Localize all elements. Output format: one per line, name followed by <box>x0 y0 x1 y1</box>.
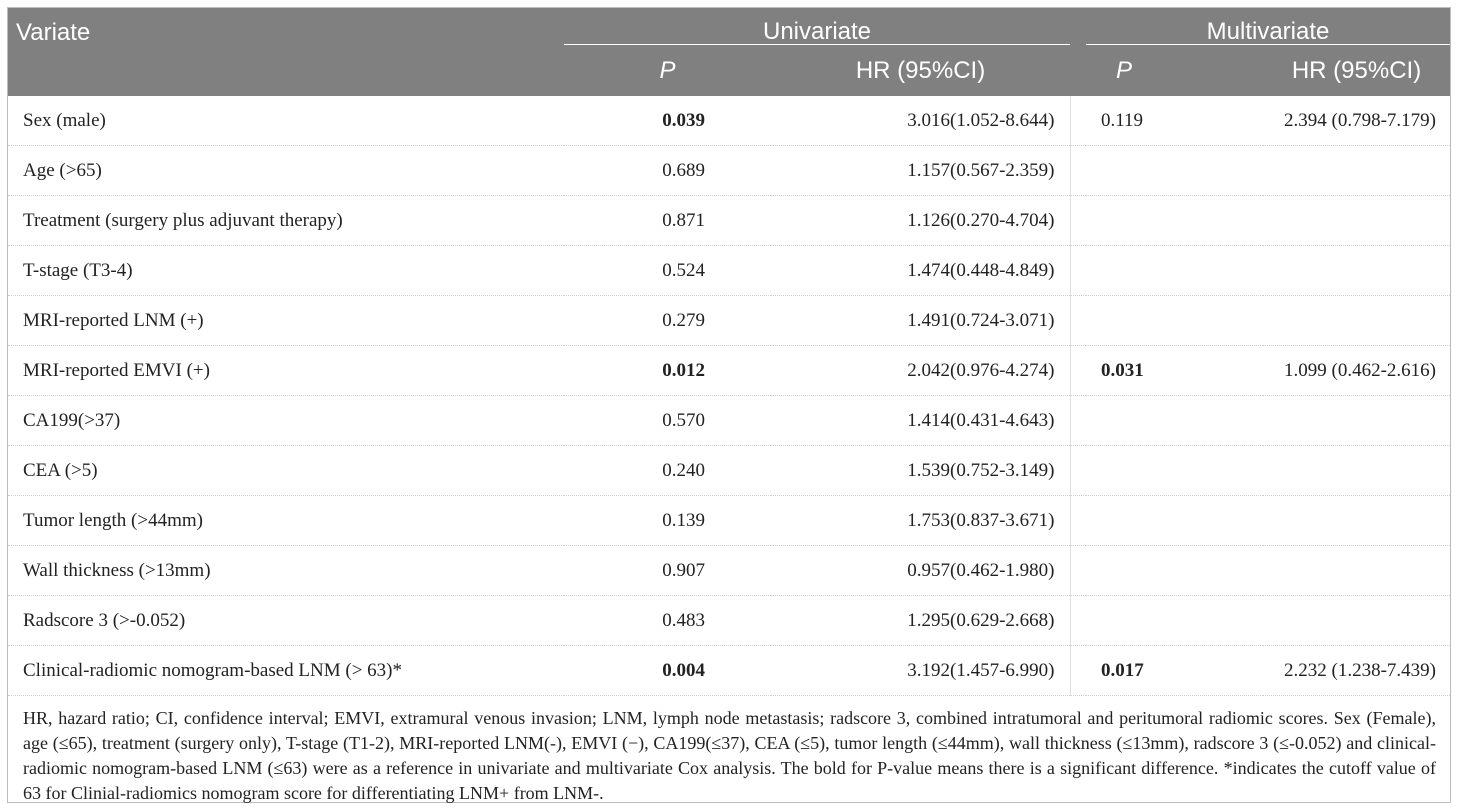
multivariate-hr-cell <box>1263 146 1450 196</box>
univariate-p-cell: 0.004 <box>564 646 771 696</box>
multivariate-p-cell: 0.017 <box>1086 646 1263 696</box>
multivariate-p-cell <box>1086 396 1263 446</box>
univariate-hr-cell: 2.042(0.976-4.274) <box>771 346 1070 396</box>
variate-header: Variate <box>16 18 91 46</box>
univariate-hr-cell: 1.753(0.837-3.671) <box>771 496 1070 546</box>
multivariate-p-cell <box>1086 296 1263 346</box>
univariate-hr-cell: 1.295(0.629-2.668) <box>771 596 1070 646</box>
table-row <box>8 446 1450 496</box>
multivariate-p-cell <box>1086 196 1263 246</box>
gap-cell <box>1070 446 1086 496</box>
multivariate-hr-cell <box>1263 446 1450 496</box>
gap-cell <box>1070 246 1086 296</box>
multivariate-hr-cell <box>1263 296 1450 346</box>
multivariate-hr-cell: 2.232 (1.238-7.439) <box>1263 646 1450 696</box>
table-header <box>8 8 1450 96</box>
table-row <box>8 396 1450 446</box>
univariate-hr-cell: 0.957(0.462-1.980) <box>771 546 1070 596</box>
multivariate-p-header: P <box>1116 56 1133 84</box>
gap-cell <box>1070 146 1086 196</box>
variate-cell: CEA (>5) <box>8 446 564 496</box>
multivariate-p-cell <box>1086 146 1263 196</box>
univariate-p-cell: 0.139 <box>564 496 771 546</box>
table-row <box>8 546 1450 596</box>
univariate-hr-cell: 3.016(1.052-8.644) <box>771 96 1070 146</box>
multivariate-hr-cell: 2.394 (0.798-7.179) <box>1263 96 1450 146</box>
variate-cell: CA199(>37) <box>8 396 564 446</box>
univariate-p-cell: 0.039 <box>564 96 771 146</box>
multivariate-p-cell <box>1086 446 1263 496</box>
univariate-p-cell: 0.524 <box>564 246 771 296</box>
multivariate-p-cell: 0.031 <box>1086 346 1263 396</box>
table-row <box>8 496 1450 546</box>
cox-regression-table <box>8 8 1450 696</box>
multivariate-hr-cell <box>1263 546 1450 596</box>
univariate-p-cell: 0.240 <box>564 446 771 496</box>
table-body <box>8 96 1450 696</box>
multivariate-p-cell <box>1086 596 1263 646</box>
univariate-p-cell: 0.483 <box>564 596 771 646</box>
variate-cell: MRI-reported EMVI (+) <box>8 346 564 396</box>
variate-cell: Age (>65) <box>8 146 564 196</box>
univariate-hr-cell: 1.539(0.752-3.149) <box>771 446 1070 496</box>
variate-cell: Tumor length (>44mm) <box>8 496 564 546</box>
gap-cell <box>1070 96 1086 146</box>
table-row <box>8 146 1450 196</box>
gap-cell <box>1070 596 1086 646</box>
variate-cell: Radscore 3 (>-0.052) <box>8 596 564 646</box>
header-row-columns <box>8 45 1450 97</box>
variate-cell: Wall thickness (>13mm) <box>8 546 564 596</box>
variate-cell: Treatment (surgery plus adjuvant therapy) <box>8 196 564 246</box>
multivariate-hr-cell <box>1263 246 1450 296</box>
table-row <box>8 596 1450 646</box>
table-row <box>8 96 1450 146</box>
univariate-hr-cell: 1.414(0.431-4.643) <box>771 396 1070 446</box>
univariate-hr-cell: 3.192(1.457-6.990) <box>771 646 1070 696</box>
univariate-p-cell: 0.871 <box>564 196 771 246</box>
multivariate-hr-cell <box>1263 196 1450 246</box>
multivariate-p-cell <box>1086 546 1263 596</box>
univariate-hr-cell: 1.491(0.724-3.071) <box>771 296 1070 346</box>
variate-cell: Clinical-radiomic nomogram-based LNM (> 63)* <box>8 646 564 696</box>
header-row-groups <box>8 8 1450 45</box>
gap-cell <box>1070 346 1086 396</box>
univariate-p-cell: 0.279 <box>564 296 771 346</box>
table-row <box>8 346 1450 396</box>
multivariate-hr-cell <box>1263 396 1450 446</box>
univariate-p-cell: 0.570 <box>564 396 771 446</box>
table-row <box>8 296 1450 346</box>
gap-cell <box>1070 546 1086 596</box>
univariate-p-cell: 0.907 <box>564 546 771 596</box>
multivariate-header: Multivariate <box>1086 8 1450 45</box>
multivariate-p-cell <box>1086 496 1263 546</box>
table-row <box>8 246 1450 296</box>
multivariate-p-cell: 0.119 <box>1086 96 1263 146</box>
header-gap-sub <box>1070 45 1086 97</box>
variate-cell: MRI-reported LNM (+) <box>8 296 564 346</box>
multivariate-hr-cell <box>1263 596 1450 646</box>
univariate-hr-cell: 1.126(0.270-4.704) <box>771 196 1070 246</box>
gap-cell <box>1070 396 1086 446</box>
gap-cell <box>1070 196 1086 246</box>
multivariate-hr-header: HR (95%CI) <box>1291 56 1422 84</box>
multivariate-hr-cell: 1.099 (0.462-2.616) <box>1263 346 1450 396</box>
table-footnote: HR, hazard ratio; CI, confidence interval; EMVI, extramural venous invasion; LNM, lymph node metastasis; radscore 3, combined intratumoral and peritumoral radiomic scores. Sex (Female), age (≤65), treatment (surgery only), T-stage (T1-2), MRI-reported LNM(-), EMVI (−), CA199(≤37), CEA (≤5), tumor length (≤44mm), wall thickness (≤13mm), radscore 3 (≤-0.052) and clinical-radiomic nomogram-based LNM (≤63) were as a reference in univariate and multivariate Cox analysis. The bold for P-value means there is a significant difference. *indicates the cutoff value of 63 for Clinial-radiomics nomogram score for differentiating LNM+ from LNM-. <box>23 708 1436 803</box>
table-row <box>8 646 1450 696</box>
univariate-p-header: P <box>659 56 676 84</box>
multivariate-hr-cell <box>1263 496 1450 546</box>
univariate-header: Univariate <box>564 8 1070 45</box>
univariate-p-cell: 0.012 <box>564 346 771 396</box>
univariate-hr-cell: 1.157(0.567-2.359) <box>771 146 1070 196</box>
variate-cell: Sex (male) <box>8 96 564 146</box>
gap-cell <box>1070 646 1086 696</box>
univariate-hr-cell: 1.474(0.448-4.849) <box>771 246 1070 296</box>
table-row <box>8 196 1450 246</box>
univariate-p-cell: 0.689 <box>564 146 771 196</box>
variate-cell: T-stage (T3-4) <box>8 246 564 296</box>
gap-cell <box>1070 496 1086 546</box>
variate-subheader-empty <box>8 45 564 97</box>
header-gap <box>1070 8 1086 45</box>
results-table-frame <box>7 7 1451 803</box>
univariate-hr-header: HR (95%CI) <box>855 56 986 84</box>
gap-cell <box>1070 296 1086 346</box>
multivariate-p-cell <box>1086 246 1263 296</box>
